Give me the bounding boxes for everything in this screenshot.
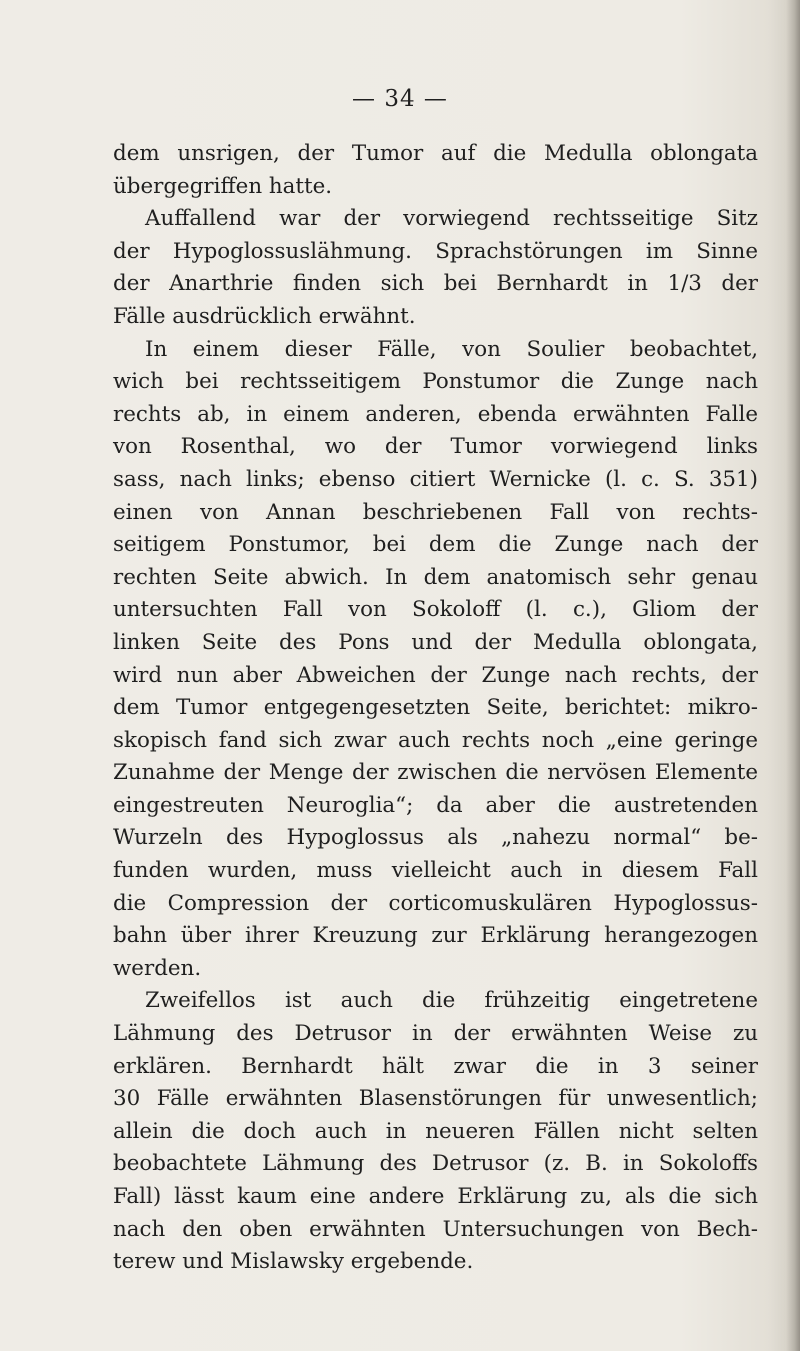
text-line: wich bei rechtsseitigem Ponstumor die Zunge nach — [113, 369, 758, 395]
text-line: beobachtete Lähmung des Detrusor (z. B. in Sokoloffs — [113, 1151, 758, 1177]
text-line: dem Tumor entgegengesetzten Seite, berichtet: mikro- — [113, 695, 758, 721]
text-line: der Anarthrie finden sich bei Bernhardt in 1/3 der — [113, 271, 758, 297]
text-line: Auffallend war der vorwiegend rechtsseitige Sitz — [145, 206, 758, 232]
page-edge-shadow — [786, 0, 800, 1351]
text-line: sass, nach links; ebenso citiert Wernicke (l. c. S. 351) — [113, 466, 758, 492]
text-line: die Compression der corticomuskulären Hypoglossus- — [113, 890, 758, 916]
text-line: terew und Mislawsky ergebende. — [113, 1249, 474, 1275]
text-line: In einem dieser Fälle, von Soulier beobachtet, — [145, 336, 758, 362]
text-line: skopisch fand sich zwar auch rechts noch „eine geringe — [113, 727, 758, 753]
text-line: erklären. Bernhardt hält zwar die in 3 seiner — [113, 1053, 758, 1079]
text-line: Zweifellos ist auch die frühzeitig eingetretene — [145, 988, 758, 1014]
text-line: untersuchten Fall von Sokoloff (l. c.), Gliom der — [113, 597, 758, 623]
text-line: von Rosenthal, wo der Tumor vorwiegend links — [113, 434, 758, 460]
text-line: Fälle ausdrücklich erwähnt. — [113, 303, 416, 329]
body-text — [113, 138, 758, 1279]
text-line: rechts ab, in einem anderen, ebenda erwähnten Falle — [113, 401, 758, 427]
page-number: — 34 — — [352, 86, 448, 112]
text-line: seitigem Ponstumor, bei dem die Zunge nach der — [113, 532, 758, 558]
text-line: 30 Fälle erwähnten Blasenstörungen für unwesentlich; — [113, 1086, 758, 1112]
text-line: Zunahme der Menge der zwischen die nervösen Elemente — [113, 760, 758, 786]
text-line: Lähmung des Detrusor in der erwähnten Weise zu — [113, 1021, 758, 1047]
text-line: wird nun aber Abweichen der Zunge nach rechts, der — [113, 662, 758, 688]
text-line: allein die doch auch in neueren Fällen nicht selten — [113, 1118, 758, 1144]
text-line: übergegriffen hatte. — [113, 173, 333, 199]
text-line: Fall) lässt kaum eine andere Erklärung zu, als die sich — [113, 1184, 758, 1209]
text-line: der Hypoglossuslähmung. Sprachstörungen im Sinne — [113, 238, 758, 264]
text-line: einen von Annan beschriebenen Fall von rechts- — [113, 499, 758, 525]
text-line: nach den oben erwähnten Untersuchungen von Bech- — [113, 1216, 758, 1242]
text-line: bahn über ihrer Kreuzung zur Erklärung herangezogen — [113, 923, 758, 949]
text-line: eingestreuten Neuroglia“; da aber die austretenden — [113, 792, 758, 818]
text-line: funden wurden, muss vielleicht auch in diesem Fall — [113, 858, 758, 884]
text-line: Wurzeln des Hypoglossus als „nahezu normal“ be- — [113, 825, 758, 851]
text-line: dem unsrigen, der Tumor auf die Medulla oblongata — [113, 141, 758, 166]
text-line: werden. — [113, 955, 202, 981]
text-line: rechten Seite abwich. In dem anatomisch sehr genau — [113, 564, 758, 590]
text-line: linken Seite des Pons und der Medulla oblongata, — [113, 629, 758, 655]
